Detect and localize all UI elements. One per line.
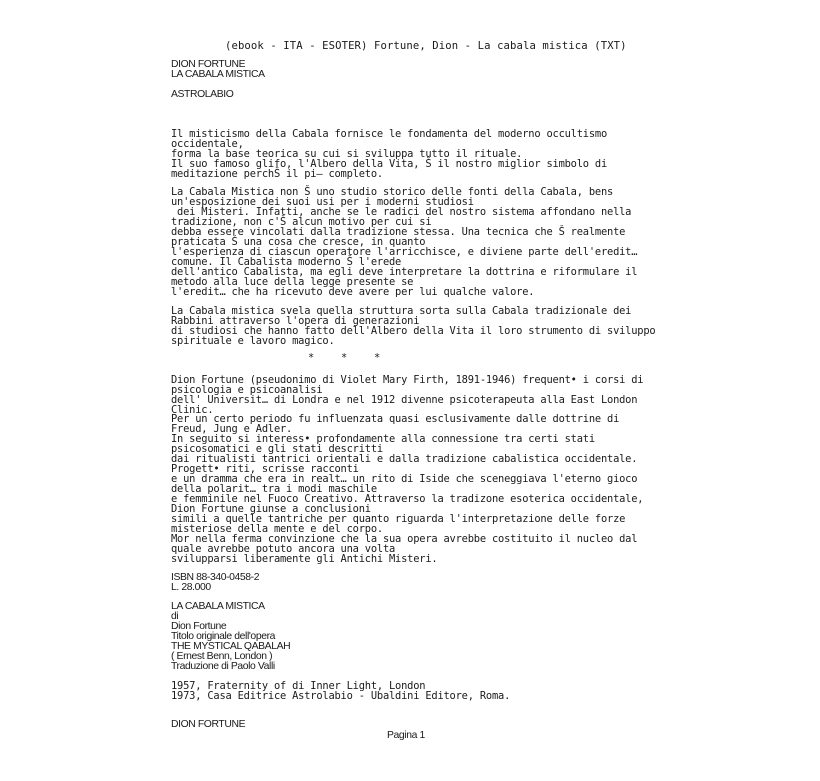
body-line: Dion Fortune giunse a conclusioni — [171, 503, 371, 515]
body-line: dell' Universit… di Londra e nel 1912 divenne psicoterapeuta alla East London — [171, 394, 638, 406]
body-line: Clinic. — [171, 404, 214, 416]
document-header-title: (ebook - ITA - ESOTER) Fortune, Dion - La cabala mistica (TXT) — [225, 40, 627, 52]
body-line: psicosomatici e gli stati descritti — [171, 443, 383, 455]
body-line: Il suo famoso glifo, l'Albero della Vita, Š il nostro miglior simbolo di — [171, 158, 608, 170]
body-line: di studiosi che hanno fatto dell'Albero della Vita il loro strumento di sviluppo — [171, 325, 656, 337]
body-line: meditazione perchŠ il pi— completo. — [171, 168, 383, 180]
body-line: La Cabala Mistica non Š uno studio storico delle fonti della Cabala, bens — [171, 186, 614, 198]
body-line: metodo alla luce della legge presente se — [171, 276, 414, 288]
credits-line: ( Ernest Benn, London ) — [171, 651, 273, 662]
section-separator: * * * — [308, 352, 383, 364]
body-line: l'esperienza di ciascun operatore l'arricchisce, e diviene parte dell'eredit… — [171, 246, 638, 258]
body-line: occidentale, — [171, 138, 244, 150]
body-line: dai ritualisti tantrici orientali e dalla tradizione cabalistica occidentale. — [171, 453, 638, 465]
body-line: quale avrebbe potuto ancora una volta — [171, 543, 396, 555]
body-line: praticata Š una cosa che cresce, in quanto — [171, 236, 426, 248]
body-line: spirituale e lavoro magico. — [171, 335, 335, 347]
copyright-line: 1973, Casa Editrice Astrolabio - Ubaldini Editore, Roma. — [171, 690, 511, 702]
body-line: In seguito si interess• profondamente alla connessione tra certi stati — [171, 433, 595, 445]
body-line: e un dramma che era in realt… un rito di Iside che sceneggiava l'eterno gioco — [171, 473, 638, 485]
credits-line: LA CABALA MISTICA — [171, 601, 265, 612]
footer-author: DION FORTUNE — [171, 719, 246, 730]
body-line: della polarit… tra i modi maschile — [171, 483, 377, 495]
body-line: dell'antico Cabalista, ma egli deve interpretare la dottrina e riformulare il — [171, 266, 638, 278]
credits-line: Traduzione di Paolo Valli — [171, 661, 275, 672]
body-line: debba essere vincolati dalla tradizione stessa. Una tecnica che Š realmente — [171, 226, 626, 238]
body-line: tradizione, non c'Š alcun motivo per cui si — [171, 216, 432, 228]
credits-line: Dion Fortune — [171, 621, 227, 632]
body-line: forma la base teorica su cui si sviluppa tutto il rituale. — [171, 148, 523, 160]
copyright-line: 1957, Fraternity of di Inner Light, London — [171, 680, 426, 692]
cover-publisher: ASTROLABIO — [171, 89, 234, 100]
body-line: Dion Fortune (pseudonimo di Violet Mary Firth, 1891-1946) frequent• i corsi di — [171, 374, 644, 386]
price: L. 28.000 — [171, 582, 211, 593]
credits-line: Titolo originale dell'opera — [171, 631, 276, 642]
isbn: ISBN 88-340-0458-2 — [171, 572, 260, 583]
body-line: Per un certo periodo fu influenzata quasi esclusivamente dalle dottrine di — [171, 413, 620, 425]
body-line: simili a quelle tantriche per quanto riguarda l'interpretazione delle forze — [171, 513, 626, 525]
body-line: Rabbini attraverso l'opera di generazioni — [171, 315, 420, 327]
cover-author: DION FORTUNE — [171, 59, 246, 70]
body-line: l'eredit… che ha ricevuto deve avere per lui qualche valore. — [171, 286, 535, 298]
body-line: misteriose della mente e del corpo. — [171, 523, 383, 535]
body-line: Progett• riti, scrisse racconti — [171, 463, 359, 475]
credits-line: di — [171, 611, 179, 622]
body-line: Mor nella ferma convinzione che la sua opera avrebbe costituito il nucleo dal — [171, 533, 638, 545]
body-line: comune. Il Cabalista moderno Š l'erede — [171, 256, 402, 268]
body-line: Il misticismo della Cabala fornisce le fondamenta del moderno occultismo — [171, 128, 608, 140]
body-line: psicologia e psicoanalisi — [171, 384, 323, 396]
page-number: Pagina 1 — [387, 730, 425, 741]
body-line: dei Misteri. Infatti, anche se le radici del nostro sistema affondano nella — [171, 206, 632, 218]
credits-line: THE MYSTICAL QABALAH — [171, 641, 291, 652]
body-line: Freud, Jung e Adler. — [171, 423, 293, 435]
body-line: e femminile nel Fuoco Creativo. Attraverso la tradizone esoterica occidentale, — [171, 493, 644, 505]
body-line: un'esposizione dei suoi usi per i moderni studiosi — [171, 196, 474, 208]
body-line: La Cabala mistica svela quella struttura sorta sulla Cabala tradizionale dei — [171, 305, 632, 317]
body-line: svilupparsi liberamente gli Antichi Misteri. — [171, 553, 438, 565]
cover-title: LA CABALA MISTICA — [171, 69, 265, 80]
